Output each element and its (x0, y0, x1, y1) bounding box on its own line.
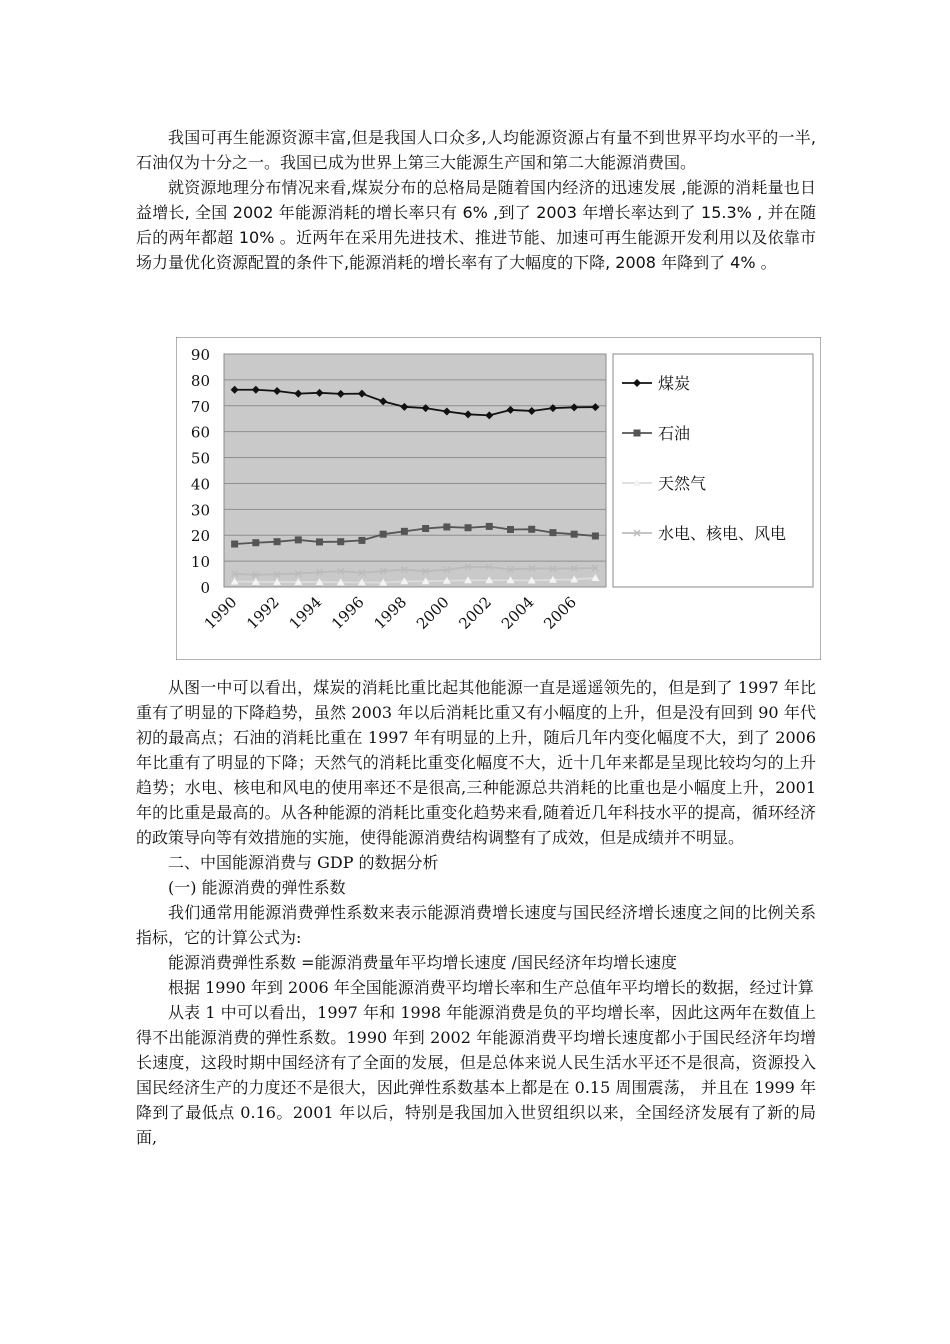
paragraph: (一) 能源消费的弹性系数 (168, 878, 346, 897)
paragraph: 就资源地理分布情况来看,煤炭分布的总格局是随着国内经济的迅速发展 ,能源的消耗量也日益增长, 全国 2002 年能源消耗的增长率只有 6% ,到了 2003 年增长率达到了 15.3% , 并在随后的两年都超 10% 。近两年在采用先进技术、推进节能、加速可再生能源开发利用以及依靠市场力量优化资源配置的条件下,能源消耗的增长率有了大幅度的下降, 2008 年降到了 4% 。 (136, 178, 816, 272)
data-point (507, 526, 514, 533)
plot-area (224, 354, 606, 587)
data-point (465, 524, 472, 531)
y-tick-label: 30 (190, 501, 210, 520)
x-tick-label: 1998 (370, 593, 411, 633)
x-tick-label: 1994 (285, 593, 326, 633)
data-point (316, 538, 323, 545)
x-tick-label: 2000 (412, 593, 453, 633)
paragraph: 我们通常用能源消费弹性系数来表示能源消费增长速度与国民经济增长速度之间的比例关系指标，它的计算公式为: (136, 903, 816, 947)
x-tick-label: 2002 (455, 593, 496, 633)
data-point (231, 541, 238, 548)
y-tick-label: 0 (200, 579, 210, 597)
data-point (592, 532, 599, 539)
paragraph: 从图一中可以看出，煤炭的消耗比重比起其他能源一直是遥遥领先的，但是到了 1997 年比重有了明显的下降趋势，虽然 2003 年以后消耗比重又有小幅度的上升，但是没有回到 90 年代初的最高点；石油的消耗比重在 1997 年有明显的上升，随后几年内变化幅度不大，到了 2006 年比重有了明显的下降；天然气的消耗比重变化幅度不大，近十几年来都是呈现比较均匀的上升趋势；水电、核电和风电的使用率还不是很高,三种能源总共消耗的比重也是小幅度上升，2001 年的比重是最高的。从各种能源的消耗比重变化趋势来看,随着近几年科技水平的提高，循环经济的政策导向等有效措施的实施，使得能源消费结构调整有了成效，但是成绩并不明显。 (136, 678, 816, 847)
data-point (528, 526, 535, 533)
y-tick-label: 40 (190, 475, 210, 494)
data-point (571, 531, 578, 538)
data-point (401, 528, 408, 535)
data-point (422, 525, 429, 532)
legend-label: 煤炭 (658, 374, 691, 393)
data-point (358, 537, 365, 544)
y-tick-label: 90 (190, 346, 210, 364)
data-point (443, 523, 450, 530)
intro-text (136, 125, 816, 275)
analysis-text (136, 675, 816, 1150)
legend-box (613, 354, 813, 587)
y-tick-label: 80 (190, 371, 210, 390)
x-tick-label: 2006 (540, 593, 580, 633)
data-point (380, 531, 387, 538)
data-point (274, 538, 281, 545)
data-point (486, 523, 493, 530)
data-point (337, 538, 344, 545)
y-tick-label: 70 (190, 397, 210, 416)
y-tick-label: 50 (190, 449, 210, 468)
x-tick-label: 1990 (200, 593, 241, 633)
legend-label: 天然气 (658, 474, 707, 493)
y-tick-label: 60 (190, 423, 210, 442)
data-point (295, 536, 302, 543)
paragraph: 根据 1990 年到 2006 年全国能源消费平均增长率和生产总值年平均增长的数据，经过计算 (168, 978, 814, 997)
x-tick-label: 1992 (243, 593, 283, 633)
paragraph: 能源消费弹性系数 =能源消费量年平均增长速度 /国民经济年均增长速度 (168, 953, 677, 972)
y-tick-label: 10 (190, 553, 210, 572)
paragraph: 我国可再生能源资源丰富,但是我国人口众多,人均能源资源占有量不到世界平均水平的一半,石油仅为十分之一。我国已成为世界上第三大能源生产国和第二大能源消费国。 (136, 128, 816, 172)
x-tick-label: 2004 (497, 593, 538, 633)
y-tick-label: 20 (190, 527, 210, 546)
data-point (549, 529, 556, 536)
paragraph: 二、中国能源消费与 GDP 的数据分析 (168, 853, 439, 872)
data-point (252, 539, 259, 546)
energy-share-line-chart (176, 337, 821, 660)
legend-label: 石油 (658, 424, 691, 443)
x-tick-label: 1996 (328, 593, 368, 633)
legend-label: 水电、核电、风电 (658, 524, 787, 543)
data-point (634, 430, 641, 437)
paragraph: 从表 1 中可以看出，1997 年和 1998 年能源消费是负的平均增长率，因此这两年在数值上得不出能源消费的弹性系数。1990 年到 2002 年能源消费平均增长速度都小于国民经济年均增长速度，这段时期中国经济有了全面的发展，但是总体来说人民生活水平还不是很高，资源投入国民经济生产的力度还不是很大，因此弹性系数基本上都是在 0.15 周围震荡， 并且在 1999 年降到了最低点 0.16。2001 年以后，特别是我国加入世贸组织以来，全国经济发展有了新的局面, (136, 1003, 816, 1147)
